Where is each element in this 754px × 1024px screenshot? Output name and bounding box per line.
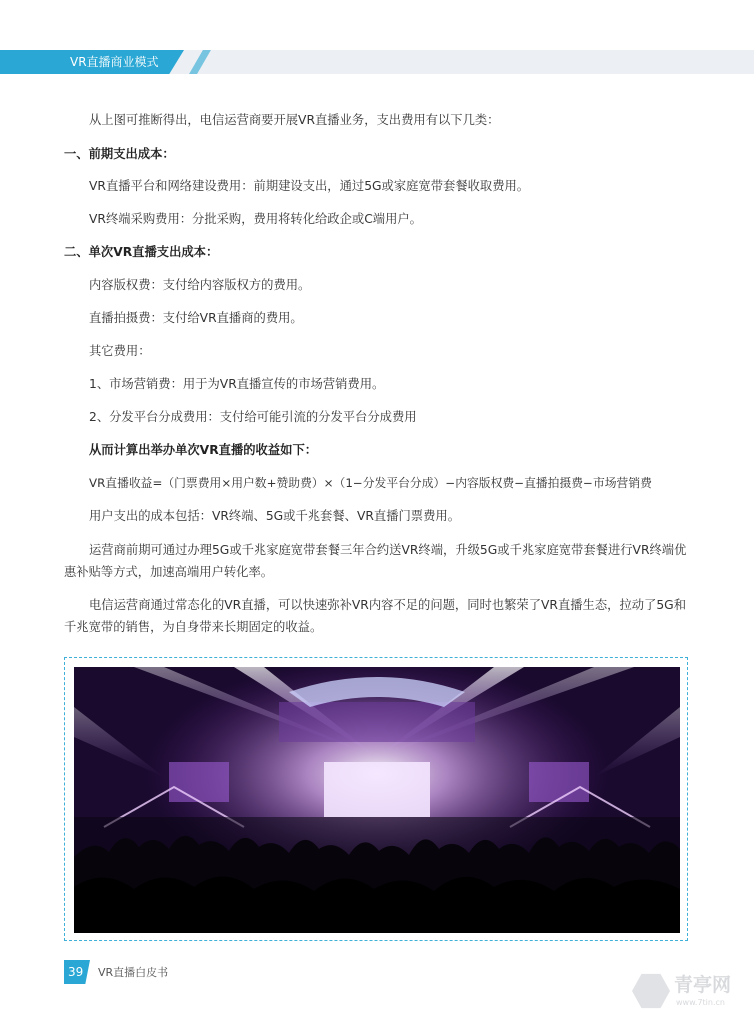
calc-heading: 从而计算出举办单次VR直播的收益如下： (89, 443, 318, 457)
section2-heading: 二、单次VR直播支出成本： (64, 245, 219, 259)
watermark-logo-icon (632, 972, 670, 1010)
section1-heading: 一、前期支出成本： (64, 147, 175, 161)
section2-item: 直播拍摄费：支付给VR直播商的费用。 (89, 311, 303, 325)
section2-item: 内容版权费：支付给内容版权方的费用。 (89, 278, 311, 292)
section1-item: VR直播平台和网络建设费用：前期建设支出，通过5G或家庭宽带套餐收取费用。 (89, 179, 530, 193)
watermark-url: www.7tin.cn (676, 998, 725, 1007)
section2-item: 2、分发平台分成费用：支付给可能引流的分发平台分成费用 (89, 410, 417, 424)
concert-scene (74, 667, 680, 933)
intro-paragraph: 从上图可推断得出，电信运营商要开展VR直播业务，支出费用有以下几类： (89, 113, 500, 127)
section2-item: 其它费用： (89, 344, 151, 358)
section2-item: 1、市场营销费：用于为VR直播宣传的市场营销费用。 (89, 377, 385, 391)
paragraph: 运营商前期可通过办理5G或千兆家庭宽带套餐三年合约送VR终端，升级5G或千兆家庭宽带套餐进行VR终端优惠补贴等方式，加速高端用户转化率。 (64, 543, 687, 579)
user-cost-paragraph: 用户支出的成本包括：VR终端、5G或千兆套餐、VR直播门票费用。 (89, 509, 460, 523)
concert-photo (74, 667, 680, 933)
watermark-brand: 青亭网 (674, 974, 732, 996)
section1-item: VR终端采购费用：分批采购，费用将转化给政企或C端用户。 (89, 212, 422, 226)
page-number: 39 (68, 965, 84, 979)
watermark (632, 970, 744, 1014)
footer-doc-title: VR直播白皮书 (98, 966, 169, 979)
paragraph: 电信运营商通过常态化的VR直播，可以快速弥补VR内容不足的问题，同时也繁荣了VR直播生态，拉动了5G和千兆宽带的销售，为自身带来长期固定的收益。 (64, 598, 686, 634)
section-title: VR直播商业模式 (70, 55, 159, 69)
formula: VR直播收益=（门票费用×用户数+赞助费）×（1−分发平台分成）−内容版权费−直播拍摄费−市场营销费 (89, 476, 652, 490)
